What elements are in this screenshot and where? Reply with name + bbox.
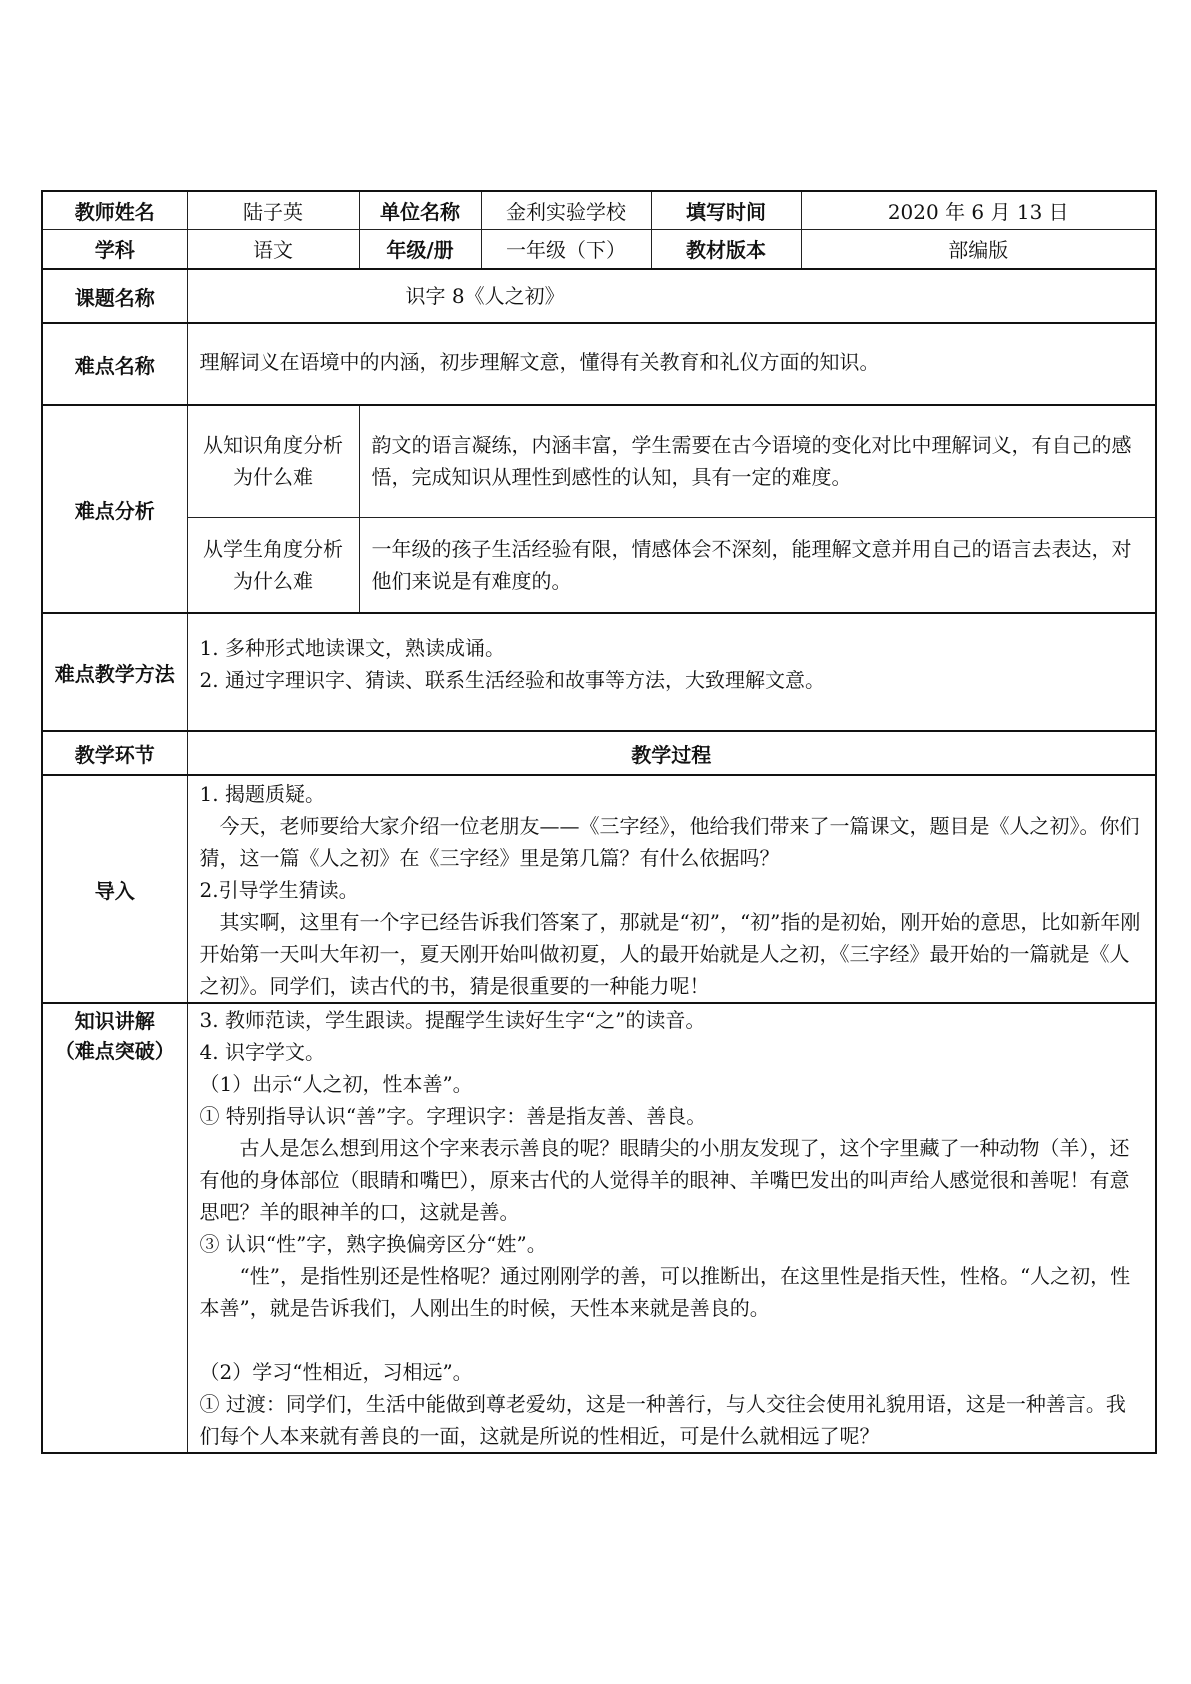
knowledge-angle-label-line1: 从知识角度分析 xyxy=(203,433,343,458)
process-step-header: 教学环节 xyxy=(42,731,187,775)
knowledge-paragraph: 3. 教师范读，学生跟读。提醒学生读好生字“之”的读音。 xyxy=(199,1008,706,1032)
analysis-row-knowledge xyxy=(42,405,1156,517)
teacher-label: 教师姓名 xyxy=(42,191,187,229)
student-angle-label-line2: 为什么难 xyxy=(233,568,313,593)
knowledge-paragraph: （1）出示“人之初，性本善”。 xyxy=(199,1072,473,1096)
knowledge-paragraph: “性”，是指性别还是性格呢？通过刚刚学的善，可以推断出，在这里性是指天性，性格。“人之初，性本善”，就是告诉我们，人刚出生的时候，天性本来就是善良的。 xyxy=(199,1264,1131,1320)
intro-content xyxy=(187,775,1156,1003)
knowledge-paragraph: ① 特别指导认识“善”字。字理识字：善是指友善、善良。 xyxy=(199,1104,707,1128)
intro-paragraph: 1. 揭题质疑。 xyxy=(199,782,325,806)
intro-paragraph: 其实啊，这里有一个字已经告诉我们答案了，那就是“初”，“初”指的是初始，刚开始的意思，比如新年刚开始第一天叫大年初一，夏天刚开始叫做初夏，人的最开始就是人之初，《三字经》最开始的一篇就是《人之初》。同学们，读古代的书，猜是很重要的一种能力呢！ xyxy=(199,910,1141,998)
intro-paragraph: 今天，老师要给大家介绍一位老朋友——《三字经》，他给我们带来了一篇课文，题目是《人之初》。你们猜，这一篇《人之初》在《三字经》里是第几篇？有什么依据吗？ xyxy=(199,814,1140,870)
teacher-value: 陆子英 xyxy=(187,191,359,229)
knowledge-paragraph: ① 过渡：同学们，生活中能做到尊老爱幼，这是一种善行，与人交往会使用礼貌用语，这是一种善言。我们每个人本来就有善良的一面，这就是所说的性相近，可是什么就相远了呢？ xyxy=(199,1392,1126,1448)
intro-row xyxy=(42,775,1156,1003)
header-row-1 xyxy=(42,191,1156,229)
student-angle-label-line1: 从学生角度分析 xyxy=(203,536,343,561)
method-row xyxy=(42,613,1156,731)
difficulty-value: 理解词义在语境中的内涵，初步理解文意，懂得有关教育和礼仪方面的知识。 xyxy=(187,323,1156,405)
knowledge-paragraph: 4. 识字学文。 xyxy=(199,1040,325,1064)
difficulty-label: 难点名称 xyxy=(42,323,187,405)
edition-value: 部编版 xyxy=(801,229,1156,269)
analysis-label: 难点分析 xyxy=(42,405,187,613)
lesson-plan-form xyxy=(41,190,1155,1454)
intro-label: 导入 xyxy=(42,775,187,1003)
knowledge-content xyxy=(187,1003,1156,1453)
student-angle-label xyxy=(187,517,359,613)
knowledge-row xyxy=(42,1003,1156,1453)
process-content-header: 教学过程 xyxy=(187,731,1156,775)
knowledge-angle-label-line2: 为什么难 xyxy=(233,465,313,490)
time-label: 填写时间 xyxy=(651,191,801,229)
header-row-2 xyxy=(42,229,1156,269)
method-content xyxy=(187,613,1156,731)
knowledge-label xyxy=(42,1003,187,1453)
knowledge-angle-text: 韵文的语言凝练，内涵丰富，学生需要在古今语境的变化对比中理解词义，有自己的感悟，完成知识从理性到感性的认知，具有一定的难度。 xyxy=(359,405,1156,517)
blank-line xyxy=(200,1324,1144,1356)
student-angle-text: 一年级的孩子生活经验有限，情感体会不深刻，能理解文意并用自己的语言去表达，对他们来说是有难度的。 xyxy=(359,517,1156,613)
topic-value: 识字 8《人之初》 xyxy=(187,269,1156,323)
knowledge-paragraph: 古人是怎么想到用这个字来表示善良的呢？眼睛尖的小朋友发现了，这个字里藏了一种动物（羊），还有他的身体部位（眼睛和嘴巴），原来古代的人觉得羊的眼神、羊嘴巴发出的叫声给人感觉很和善呢！有意思吧？羊的眼神羊的口，这就是善。 xyxy=(199,1136,1130,1224)
method-label: 难点教学方法 xyxy=(42,613,187,731)
method-line-1: 1. 多种形式地读课文，熟读成诵。 xyxy=(199,636,505,660)
analysis-row-student xyxy=(42,517,1156,613)
topic-label: 课题名称 xyxy=(42,269,187,323)
knowledge-paragraph: ③ 认识“性”字，熟字换偏旁区分“姓”。 xyxy=(199,1232,547,1256)
subject-label: 学科 xyxy=(42,229,187,269)
unit-label: 单位名称 xyxy=(359,191,481,229)
difficulty-row xyxy=(42,323,1156,405)
knowledge-label-line2: （难点突破） xyxy=(54,1039,175,1063)
method-line-2: 2. 通过字理识字、猜读、联系生活经验和故事等方法，大致理解文意。 xyxy=(199,668,825,692)
grade-label: 年级/册 xyxy=(359,229,481,269)
time-value: 2020 年 6 月 13 日 xyxy=(801,191,1156,229)
topic-row xyxy=(42,269,1156,323)
subject-value: 语文 xyxy=(187,229,359,269)
knowledge-angle-label xyxy=(187,405,359,517)
process-header-row xyxy=(42,731,1156,775)
lesson-plan-table xyxy=(41,190,1157,1454)
knowledge-paragraph: （2）学习“性相近，习相远”。 xyxy=(199,1360,473,1384)
knowledge-label-line1: 知识讲解 xyxy=(74,1009,155,1033)
grade-value: 一年级（下） xyxy=(481,229,651,269)
unit-value: 金利实验学校 xyxy=(481,191,651,229)
intro-paragraph: 2.引导学生猜读。 xyxy=(199,878,359,902)
edition-label: 教材版本 xyxy=(651,229,801,269)
